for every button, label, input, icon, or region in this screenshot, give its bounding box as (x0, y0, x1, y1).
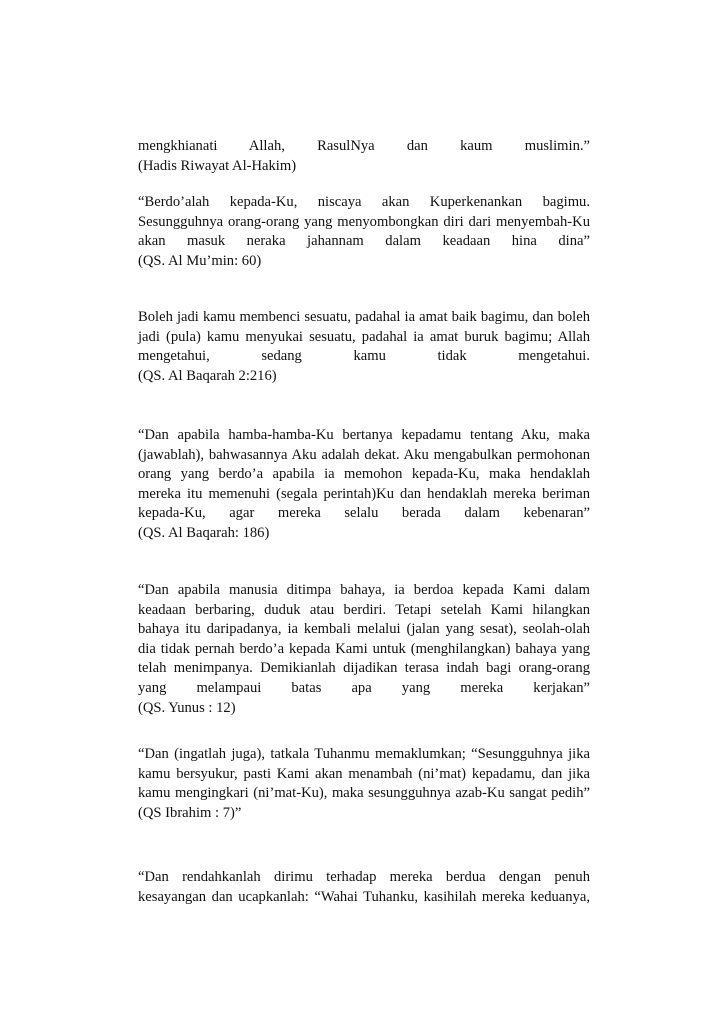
text-line: “Berdo’alah kepada-Ku, niscaya akan Kuperkenankan bagimu. (138, 194, 590, 210)
paragraph-al-baqarah-186 (138, 426, 590, 544)
citation-line: (QS. Al Baqarah: 186) (138, 524, 270, 541)
text-line: dia tidak pernah berdo’a kepada Kami untuk (menghilangkan) bahaya yang (138, 640, 590, 657)
citation-line: (Hadis Riwayat Al-Hakim) (138, 157, 297, 174)
text-line: “Dan apabila manusia ditimpa bahaya, ia berdoa kepada Kami dalam (138, 582, 590, 598)
text-line: telah menimpanya. Demikianlah dijadikan terasa indah bagi orang-orang (138, 660, 590, 677)
text-line: “Dan rendahkanlah dirimu terhadap mereka berdua dengan penuh (138, 869, 590, 885)
text-line: kesayangan dan ucapkanlah: “Wahai Tuhanku, kasihilah mereka keduanya, (138, 888, 590, 905)
text-line: mengetahui, sedang kamu tidak mengetahui. (138, 348, 590, 365)
text-line: akan masuk neraka jahannam dalam keadaan hina dina” (138, 233, 590, 250)
text-line: mengkhianati Allah, RasulNya dan kaum muslimin.” (138, 138, 590, 154)
paragraph-rendahkanlah (138, 868, 590, 907)
text-line: kamu mengingkari (ni’mat-Ku), maka sesungguhnya azab-Ku sangat pedih” (138, 785, 590, 802)
text-line: mereka itu memenuhi (segala perintah)Ku dan hendaklah mereka beriman (138, 485, 590, 502)
citation-line: (QS. Yunus : 12) (138, 699, 236, 716)
text-line: kepada-Ku, agar mereka selalu berada dalam kebenaran” (138, 505, 590, 522)
text-line: keadaan berbaring, duduk atau berdiri. Tetapi setelah Kami hilangkan (138, 601, 590, 618)
text-line: Boleh jadi kamu membenci sesuatu, padahal ia amat baik bagimu, dan boleh (138, 309, 590, 325)
text-line: “Dan apabila hamba-hamba-Ku bertanya kepadamu tentang Aku, maka (138, 427, 590, 443)
text-line: (jawablah), bahwasannya Aku adalah dekat. Aku mengabulkan permohonan (138, 446, 590, 463)
text-line: Sesungguhnya orang-orang yang menyombongkan diri dari menyembah-Ku (138, 213, 590, 230)
paragraph-hadis-hakim (138, 137, 590, 176)
text-line: orang yang berdo’a apabila ia memohon kepada-Ku, maka hendaklah (138, 466, 590, 483)
text-line: jadi (pula) kamu menyukai sesuatu, padahal ia amat buruk bagimu; Allah (138, 328, 590, 345)
text-line: bahaya itu daripadanya, ia kembali melalui (jalan yang sesat), seolah-olah (138, 621, 590, 638)
text-line: yang melampaui batas apa yang mereka kerjakan” (138, 679, 590, 696)
text-line: “Dan (ingatlah juga), tatkala Tuhanmu memaklumkan; “Sesungguhnya jika (138, 746, 590, 762)
citation-line: (QS Ibrahim : 7)” (138, 804, 242, 821)
paragraph-yunus-12 (138, 581, 590, 718)
citation-line: (QS. Al Baqarah 2:216) (138, 367, 277, 384)
citation-line: (QS. Al Mu’min: 60) (138, 252, 262, 269)
text-line: kamu bersyukur, pasti Kami akan menambah (ni’mat) kepadamu, dan jika (138, 765, 590, 782)
paragraph-al-baqarah-216 (138, 308, 590, 386)
paragraph-al-mumin-60 (138, 193, 590, 271)
paragraph-ibrahim-7 (138, 745, 590, 823)
